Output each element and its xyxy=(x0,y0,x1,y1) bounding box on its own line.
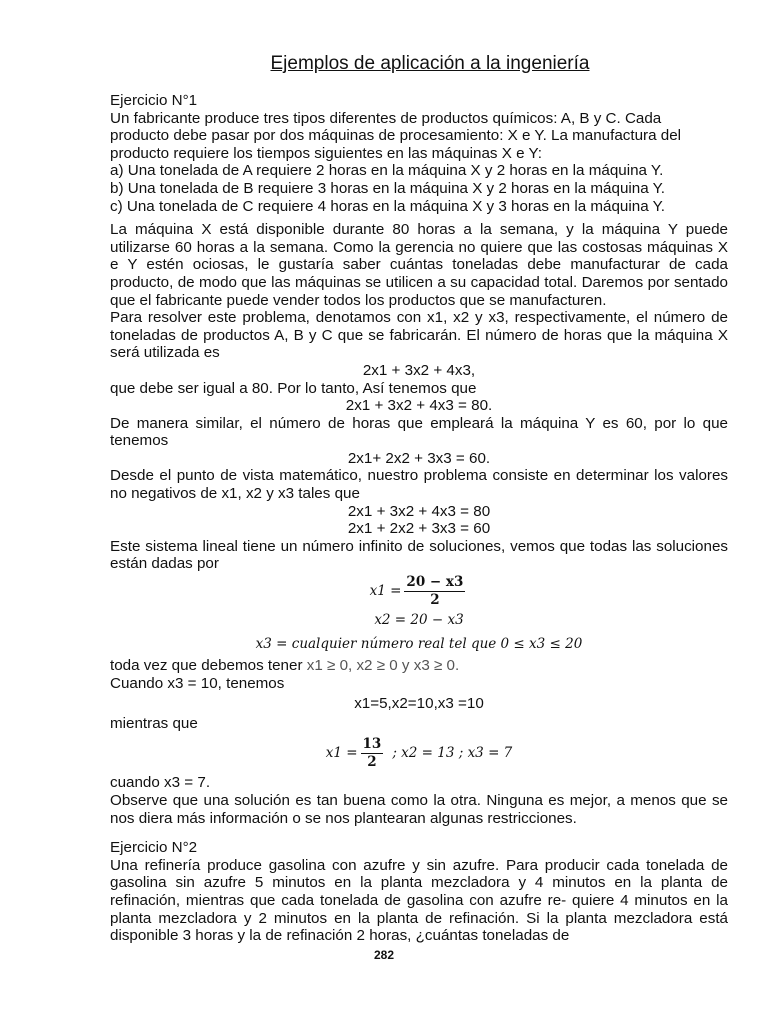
solution-x2: x2 = 20 − x3 xyxy=(374,612,464,629)
ex1-constraint-line xyxy=(110,657,728,675)
case-1-values: x1=5,x2=10,x3 =10 xyxy=(354,695,484,713)
ex1-paragraph-4: Desde el punto de vista matemático, nuestro problema consiste en determinar los valores no negativos de x1, x2 y x3 tales que xyxy=(110,467,728,503)
ex1-case-1: Cuando x3 = 10, tenemos xyxy=(110,674,285,692)
ex1-item-b: b) Una tonelada de B requiere 3 horas en la máquina X y 2 horas en la máquina Y. xyxy=(110,179,665,197)
constraint-text: toda vez que debemos tener xyxy=(110,657,303,675)
ex1-intro-line-2: producto debe pasar por dos máquinas de procesamiento: X e Y. La manufactura del xyxy=(110,127,682,145)
solution-x1-fraction xyxy=(404,575,465,608)
ex1-mientras: mientras que xyxy=(110,714,198,732)
ex1-line-80: que debe ser igual a 80. Por lo tanto, Así tenemos que xyxy=(110,379,477,397)
ex1-paragraph-6: Observe que una solución es tan buena como la otra. Ninguna es mejor, a menos que se nos diera más información o se nos plantearan algunas restricciones. xyxy=(110,792,728,827)
ex2-paragraph: Una refinería produce gasolina con azufre y sin azufre. Para producir cada tonelada de gasolina sin azufre 5 minutos en la planta mezcladora y 4 minutos en la planta de refinación, mientras que cada tonelada de gasolina con azufre re- quiere 4 minutos en la planta mezcladora y 2 minutos en la planta de refinación. Si la planta mezcladora está disponible 3 horas y la de refinación 2 horas, ¿cuántas toneladas de xyxy=(110,856,728,945)
exercise-1-heading: Ejercicio N°1 xyxy=(110,92,198,109)
solution-x1-denominator: 2 xyxy=(430,591,440,608)
solution-x1-numerator: 20 − x3 xyxy=(406,573,464,590)
system-equation-2: 2x1 + 2x2 + 3x3 = 60 xyxy=(347,520,491,538)
ex1-intro-line-1: Un fabricante produce tres tipos diferentes de productos químicos: A, B y C. Cada xyxy=(110,109,662,127)
case-2-fraction xyxy=(361,737,384,770)
constraint-math: x1 ≥ 0, x2 ≥ 0 y x3 ≥ 0. xyxy=(306,657,460,675)
solution-x1-lhs: x1 = xyxy=(369,583,402,600)
solution-x3: x3 = cualquier número real tel que 0 ≤ x3 ≤ 20 xyxy=(255,636,583,653)
ex1-paragraph-3: De manera similar, el número de horas que empleará la máquina Y es 60, por lo que tenemos xyxy=(110,414,728,450)
ex1-intro-line-3: producto requiere los tiempos siguientes en las máquinas X e Y: xyxy=(110,144,542,162)
case-2-numerator: 13 xyxy=(362,735,382,752)
ex1-item-c: c) Una tonelada de C requiere 4 horas en la máquina X y 3 horas en la máquina Y. xyxy=(110,197,665,215)
equation-60: 2x1+ 2x2 + 3x3 = 60. xyxy=(347,449,491,467)
case-2-values xyxy=(110,732,728,774)
ex1-paragraph-1: La máquina X está disponible durante 80 horas a la semana, y la máquina Y puede utilizarse 60 horas a la semana. Como la gerencia no quiere que las costosas máquinas X e Y estén ociosas, le gustaría saber cuántas toneladas debe manufacturar de cada producto, de modo que las máquinas se utilicen a su capacidad total. Daremos por sentado que el fabricante puede vender todos los productos que se manufacturen. xyxy=(110,221,728,309)
system-equation-1: 2x1 + 3x2 + 4x3 = 80 xyxy=(347,502,491,520)
equation-hours-x: 2x1 + 3x2 + 4x3, xyxy=(362,361,476,379)
document-page xyxy=(110,52,728,945)
case-2-denominator: 2 xyxy=(367,753,377,770)
exercise-2-heading: Ejercicio N°2 xyxy=(110,839,198,857)
equation-80: 2x1 + 3x2 + 4x3 = 80. xyxy=(345,397,493,415)
ex1-paragraph-5: Este sistema lineal tiene un número infinito de soluciones, vemos que todas las soluciones están dadas por xyxy=(110,537,728,573)
solution-x1 xyxy=(110,573,728,609)
page-title: Ejemplos de aplicación a la ingeniería xyxy=(270,53,590,74)
ex1-item-a: a) Una tonelada de A requiere 2 horas en la máquina X y 2 horas en la máquina Y. xyxy=(110,162,664,180)
ex1-paragraph-2: Para resolver este problema, denotamos con x1, x2 y x3, respectivamente, el número de toneladas de productos A, B y C que se fabricarán. El número de horas que la máquina X será utilizada es xyxy=(110,309,728,362)
case-2-rest: ; x2 = 13 ; x3 = 7 xyxy=(392,745,513,762)
ex1-cuando: cuando x3 = 7. xyxy=(110,774,211,792)
page-number: 282 xyxy=(373,948,395,962)
case-2-x1-lhs: x1 = xyxy=(325,745,358,762)
